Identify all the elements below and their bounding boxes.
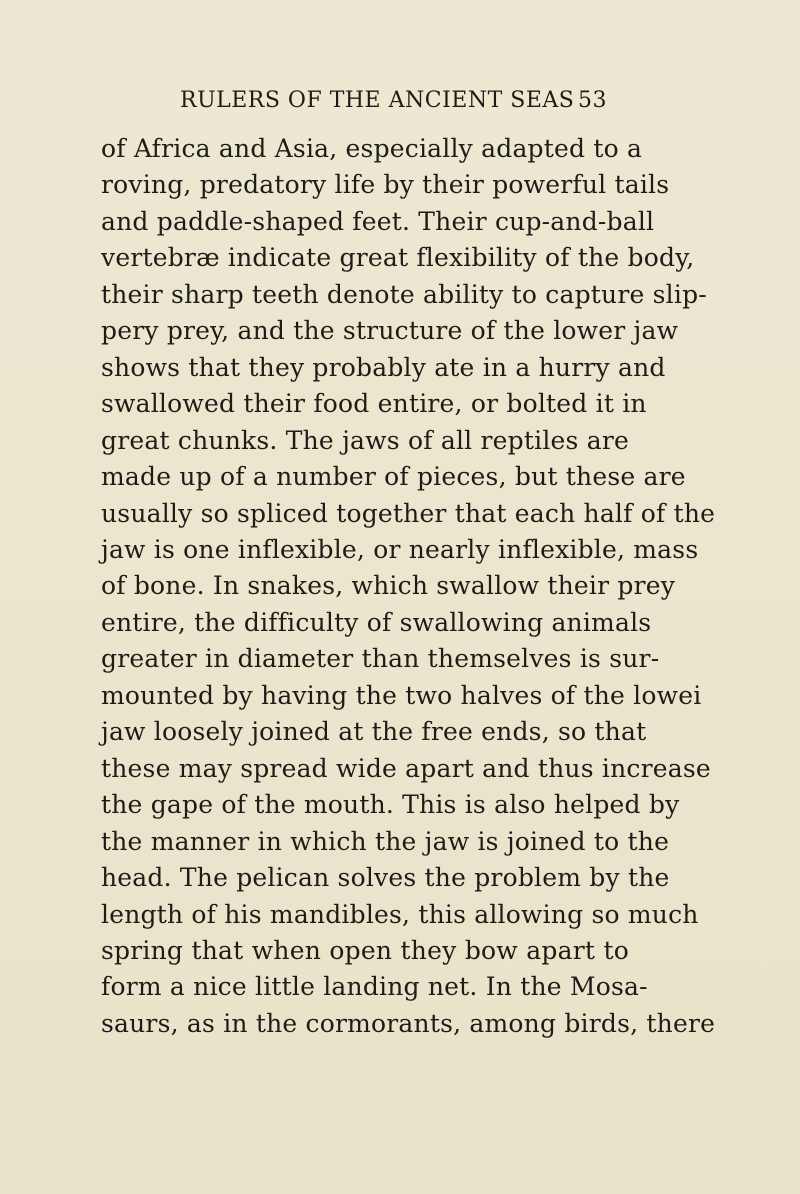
text-line: of Africa and Asia, especially adapted to a [101, 134, 643, 163]
text-line: roving, predatory life by their powerful tails [101, 170, 670, 200]
text-line: greater in diameter than themselves is sur- [101, 644, 660, 674]
text-line: saurs, as in the cormorants, among birds, there [101, 1008, 716, 1038]
text-line: made up of a number of pieces, but these are [101, 462, 686, 492]
text-line: swallowed their food entire, or bolted it in [101, 389, 647, 419]
text-line: jaw is one inflexible, or nearly inflexible, mass [101, 534, 699, 564]
text-line: form a nice little landing net. In the Mosa- [101, 972, 648, 1002]
text-line: mounted by having the two halves of the lowei [101, 680, 702, 710]
text-line: of bone. In snakes, which swallow their prey [101, 571, 676, 601]
text-line: and paddle-shaped feet. Their cup-and-ball [101, 206, 655, 236]
text-line: their sharp teeth denote ability to capture slip- [101, 279, 707, 309]
text-line: the manner in which the jaw is joined to the [101, 826, 670, 856]
text-line: length of his mandibles, this allowing so much [101, 899, 699, 929]
running-title: RULERS OF THE ANCIENT SEAS [180, 88, 575, 113]
text-line: usually so spliced together that each half of the [101, 498, 716, 528]
text-line: head. The pelican solves the problem by the [101, 863, 670, 893]
page-number: 53 [578, 88, 607, 113]
text-line: jaw loosely joined at the free ends, so that [101, 717, 647, 747]
text-line: great chunks. The jaws of all reptiles are [101, 425, 629, 455]
text-line: shows that they probably ate in a hurry and [101, 352, 666, 382]
body-text [101, 131, 716, 1042]
text-line: these may spread wide apart and thus increase [101, 753, 711, 783]
text-line: pery prey, and the structure of the lower jaw [101, 316, 679, 346]
text-line: the gape of the mouth. This is also helped by [101, 790, 680, 820]
text-line: vertebræ indicate great flexibility of the body, [101, 243, 695, 273]
text-line: entire, the difficulty of swallowing animals [101, 607, 652, 637]
text-line: spring that when open they bow apart to [101, 935, 629, 965]
running-head [180, 88, 607, 118]
